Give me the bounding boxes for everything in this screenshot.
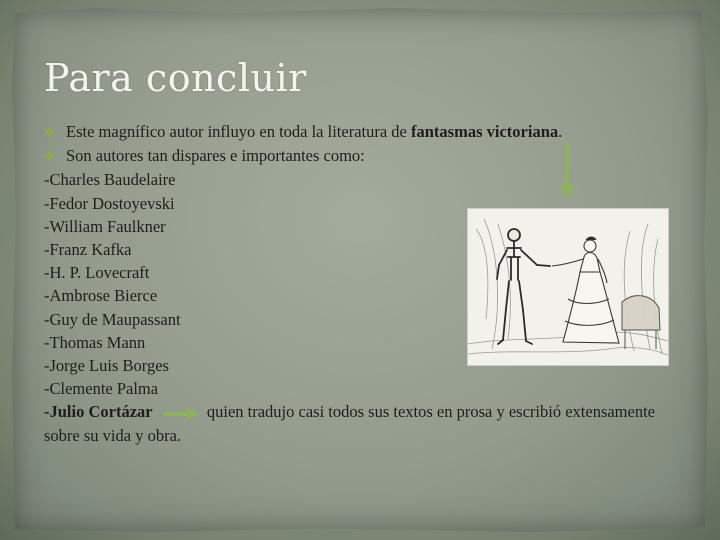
bullet-2-text: Son autores tan dispares e importantes como: [66, 146, 365, 166]
author-item: -Ambrose Bierce [44, 286, 158, 306]
author-item: -Charles Baudelaire [44, 170, 176, 190]
author-item: -Jorge Luis Borges [44, 356, 169, 376]
final-author-line [44, 400, 684, 446]
slide-title: Para concluir [44, 56, 307, 100]
final-author-name: Julio Cortázar [49, 402, 153, 422]
bullet-item-1 [44, 120, 684, 144]
author-item: -Guy de Maupassant [44, 309, 181, 329]
bullet-1-prefix: Este magnífico autor influyo en toda la literatura de [66, 122, 412, 141]
author-item: -H. P. Lovecraft [44, 263, 150, 283]
right-arrow-icon [163, 407, 199, 421]
diamond-bullet-icon: ❖ [44, 149, 56, 165]
down-arrow-icon [557, 143, 577, 199]
bullet-item-2 [44, 144, 684, 168]
final-author-dash: - [44, 402, 50, 422]
bullet-1-text [66, 120, 562, 143]
final-author-description: quien tradujo casi todos sus textos en prosa y escribió extensamente sobre su vida y obra. [44, 402, 656, 445]
author-item: -Franz Kafka [44, 240, 132, 260]
bullet-1-suffix: . [558, 122, 563, 141]
bullet-1-emphasis: fantasmas victoriana [411, 122, 559, 141]
victorian-illustration-image [467, 208, 669, 366]
author-item: -Clemente Palma [44, 379, 159, 399]
diamond-bullet-icon: ❖ [44, 125, 56, 140]
author-item: -Fedor Dostoyevski [44, 193, 175, 213]
author-item: -William Faulkner [44, 216, 166, 236]
author-item: -Thomas Mann [44, 332, 146, 352]
